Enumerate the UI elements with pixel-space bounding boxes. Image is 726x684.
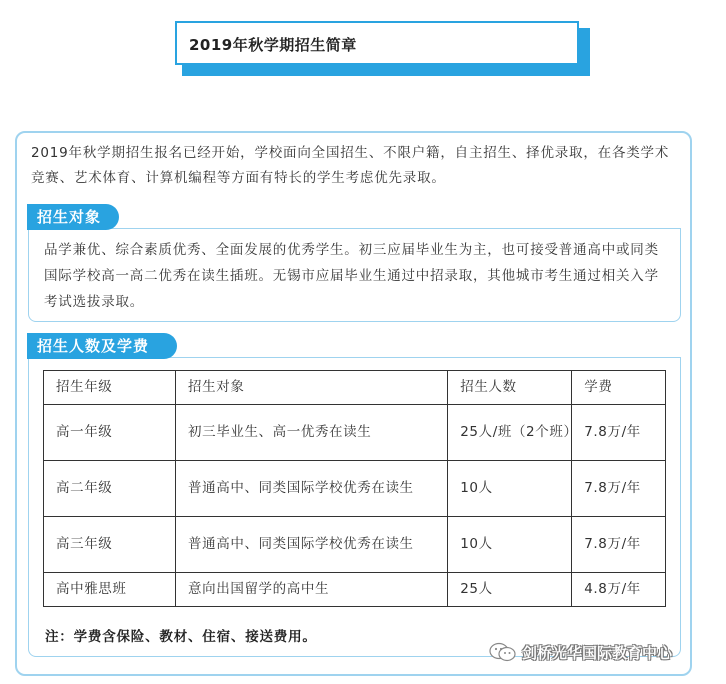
table-cell: 高中雅思班 bbox=[44, 573, 176, 607]
table-cell: 10人 bbox=[448, 517, 572, 573]
watermark-text: 剑桥光华国际教育中心 bbox=[522, 643, 673, 662]
page-title: 2019年秋学期招生简章 bbox=[189, 36, 357, 54]
table-header-cell: 学费 bbox=[572, 371, 666, 405]
table-header-cell: 招生人数 bbox=[448, 371, 572, 405]
table-cell: 25人/班（2个班） bbox=[448, 405, 572, 461]
fees-table bbox=[43, 370, 666, 607]
fees-note: 注：学费含保险、教材、住宿、接送费用。 bbox=[45, 629, 317, 645]
section-enrollment-target-text: 品学兼优、综合素质优秀、全面发展的优秀学生。初三应届毕业生为主，也可接受普通高中或同类国际学校高一高二优秀在读生插班。无锡市应届毕业生通过中招录取，其他城市考生通过相关入学考试选拔录取。 bbox=[44, 242, 659, 310]
table-cell: 7.8万/年 bbox=[572, 461, 666, 517]
table-cell: 高三年级 bbox=[44, 517, 176, 573]
table-cell: 高二年级 bbox=[44, 461, 176, 517]
table-cell: 普通高中、同类国际学校优秀在读生 bbox=[176, 517, 448, 573]
table-cell: 初三毕业生、高一优秀在读生 bbox=[176, 405, 448, 461]
watermark bbox=[488, 640, 672, 664]
table-cell: 10人 bbox=[448, 461, 572, 517]
table-cell: 7.8万/年 bbox=[572, 405, 666, 461]
table-row bbox=[44, 461, 666, 517]
table-cell: 意向出国留学的高中生 bbox=[176, 573, 448, 607]
wechat-icon bbox=[488, 642, 518, 662]
table-header-row bbox=[44, 371, 666, 405]
table-cell: 7.8万/年 bbox=[572, 517, 666, 573]
table-cell: 25人 bbox=[448, 573, 572, 607]
intro-paragraph: 2019年秋学期招生报名已经开始，学校面向全国招生、不限户籍，自主招生、择优录取，在各类学术竞赛、艺术体育、计算机编程等方面有特长的学生考虑优先录取。 bbox=[31, 145, 670, 186]
table-row bbox=[44, 517, 666, 573]
table-header-cell: 招生年级 bbox=[44, 371, 176, 405]
section-heading-fees: 招生人数及学费 bbox=[27, 333, 177, 359]
title-box bbox=[175, 21, 579, 65]
table-row bbox=[44, 405, 666, 461]
table-cell: 普通高中、同类国际学校优秀在读生 bbox=[176, 461, 448, 517]
table-cell: 高一年级 bbox=[44, 405, 176, 461]
table-row bbox=[44, 573, 666, 607]
table-cell: 4.8万/年 bbox=[572, 573, 666, 607]
section-heading-target: 招生对象 bbox=[27, 204, 119, 230]
table-header-cell: 招生对象 bbox=[176, 371, 448, 405]
